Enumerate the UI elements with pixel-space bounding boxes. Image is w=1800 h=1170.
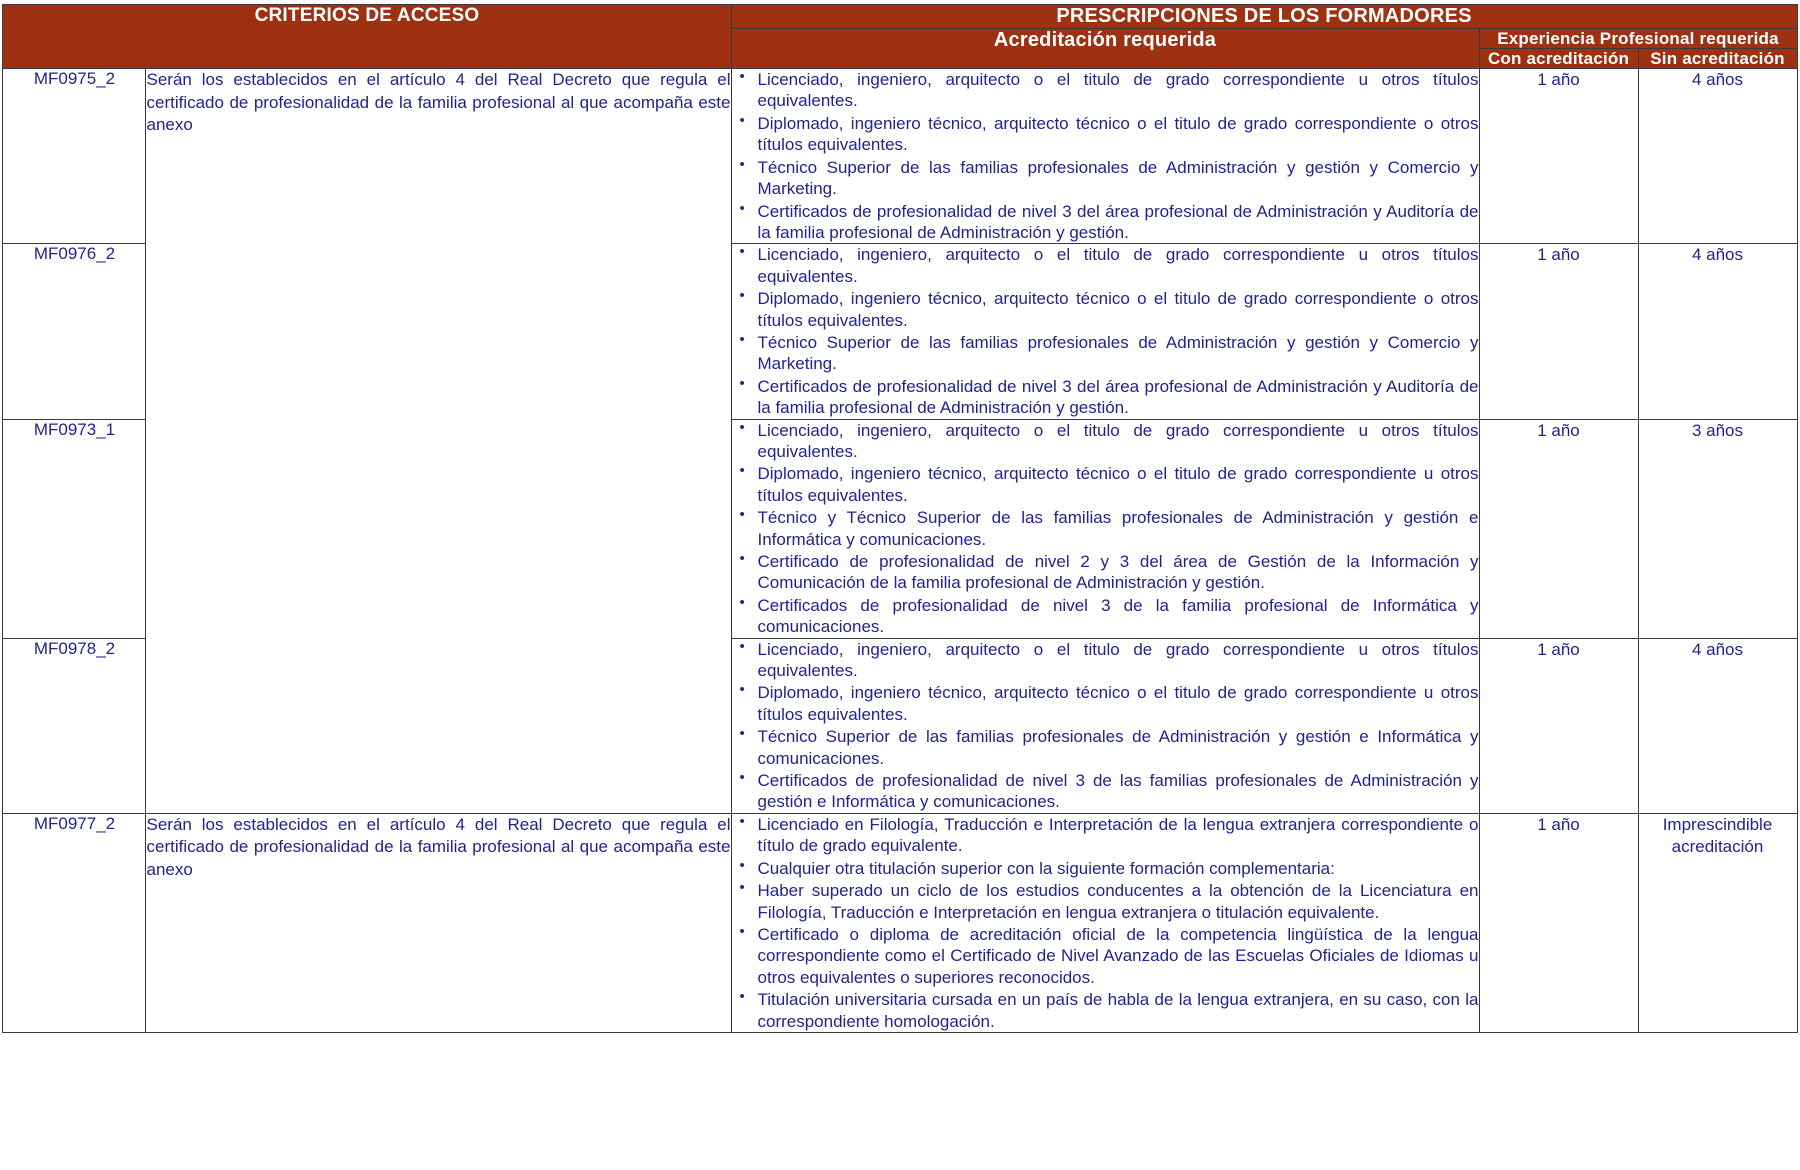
con-acreditacion-value: 1 año	[1479, 244, 1638, 419]
list-item: • Técnico Superior de las familias profesionales de Administración y gestión y Comercio y Marketing.	[732, 332, 1479, 375]
acreditacion-requerida-cell	[731, 244, 1479, 419]
list-item: • Licenciado, ingeniero, arquitecto o el titulo de grado correspondiente u otros títulos equivalentes.	[732, 244, 1479, 287]
header-experiencia-profesional-requerida: Experiencia Profesional requerida	[1479, 29, 1797, 49]
sin-acreditacion-value: 4 años	[1638, 638, 1797, 813]
list-item: • Diplomado, ingeniero técnico, arquitecto técnico o el titulo de grado correspondiente o otros títulos equivalentes.	[732, 288, 1479, 331]
header-con-acreditacion: Con acreditación	[1479, 49, 1638, 69]
acreditacion-bullet-list	[732, 420, 1479, 638]
con-acreditacion-value: 1 año	[1479, 813, 1638, 1032]
module-code: MF0978_2	[3, 638, 146, 813]
acreditacion-bullet-list	[732, 244, 1479, 418]
acreditacion-requerida-cell	[731, 813, 1479, 1032]
module-code: MF0973_1	[3, 419, 146, 638]
table-header	[3, 5, 1797, 69]
list-item: • Titulación universitaria cursada en un país de habla de la lengua extranjera, en su caso, con la correspondiente homologación.	[732, 989, 1479, 1032]
module-code: MF0977_2	[3, 813, 146, 1032]
sin-acreditacion-value: 4 años	[1638, 244, 1797, 419]
table-body	[3, 69, 1797, 1033]
acreditacion-requerida-cell	[731, 638, 1479, 813]
table-row	[3, 813, 1797, 1032]
acreditacion-bullet-list	[732, 814, 1479, 1032]
list-item: • Licenciado, ingeniero, arquitecto o el titulo de grado correspondiente u otros títulos equivalentes.	[732, 420, 1479, 463]
table-row	[3, 69, 1797, 244]
header-row-top	[3, 5, 1797, 29]
list-item: • Cualquier otra titulación superior con la siguiente formación complementaria:	[732, 858, 1479, 879]
criterios-de-acceso-text: Serán los establecidos en el artículo 4 del Real Decreto que regula el certificado de profesionalidad de la familia profesional al que acompaña este anexo	[146, 813, 731, 1032]
header-criterios-de-acceso: CRITERIOS DE ACCESO	[3, 5, 731, 69]
list-item: • Técnico Superior de las familias profesionales de Administración y gestión e Informática y comunicaciones.	[732, 726, 1479, 769]
con-acreditacion-value: 1 año	[1479, 69, 1638, 244]
module-code: MF0976_2	[3, 244, 146, 419]
header-prescripciones-de-los-formadores: PRESCRIPCIONES DE LOS FORMADORES	[731, 5, 1797, 29]
list-item: • Certificados de profesionalidad de nivel 3 del área profesional de Administración y Auditoría de la familia profesional de Administración y gestión.	[732, 376, 1479, 419]
acreditacion-requerida-cell	[731, 69, 1479, 244]
list-item: • Certificados de profesionalidad de nivel 3 de la familia profesional de Informática y comunicaciones.	[732, 595, 1479, 638]
con-acreditacion-value: 1 año	[1479, 638, 1638, 813]
list-item: • Técnico y Técnico Superior de las familias profesionales de Administración y gestión e Informática y comunicaciones.	[732, 507, 1479, 550]
acreditacion-bullet-list	[732, 639, 1479, 813]
list-item: • Haber superado un ciclo de los estudios conducentes a la obtención de la Licenciatura en Filología, Traducción e Interpretación en lengua extranjera o titulación equivalente.	[732, 880, 1479, 923]
list-item: • Certificados de profesionalidad de nivel 3 del área profesional de Administración y Auditoría de la familia profesional de Administración y gestión.	[732, 201, 1479, 244]
list-item: • Diplomado, ingeniero técnico, arquitecto técnico o el titulo de grado correspondiente o otros títulos equivalentes.	[732, 113, 1479, 156]
sin-acreditacion-value: 4 años	[1638, 69, 1797, 244]
header-acreditacion-requerida: Acreditación requerida	[731, 29, 1479, 69]
list-item: • Licenciado, ingeniero, arquitecto o el titulo de grado correspondiente u otros títulos equivalentes.	[732, 69, 1479, 112]
header-sin-acreditacion: Sin acreditación	[1638, 49, 1797, 69]
con-acreditacion-value: 1 año	[1479, 419, 1638, 638]
list-item: • Licenciado en Filología, Traducción e Interpretación de la lengua extranjera correspondiente o título de grado equivalente.	[732, 814, 1479, 857]
list-item: • Diplomado, ingeniero técnico, arquitecto técnico o el titulo de grado correspondiente u otros títulos equivalentes.	[732, 682, 1479, 725]
list-item: • Certificados de profesionalidad de nivel 3 de las familias profesionales de Administración y gestión e Informática y comunicaciones.	[732, 770, 1479, 813]
acreditacion-bullet-list	[732, 69, 1479, 243]
list-item: • Licenciado, ingeniero, arquitecto o el titulo de grado correspondiente u otros títulos equivalentes.	[732, 639, 1479, 682]
list-item: • Certificado o diploma de acreditación oficial de la competencia lingüística de la lengua correspondiente como el Certificado de Nivel Avanzado de las Escuelas Oficiales de Idiomas u otros equivalentes o superiores reconocidos.	[732, 924, 1479, 988]
list-item: • Diplomado, ingeniero técnico, arquitecto técnico o el titulo de grado correspondiente u otros títulos equivalentes.	[732, 463, 1479, 506]
sin-acreditacion-value: Imprescindible acreditación	[1638, 813, 1797, 1032]
acreditacion-requerida-cell	[731, 419, 1479, 638]
list-item: • Certificado de profesionalidad de nivel 2 y 3 del área de Gestión de la Información y Comunicación de la familia profesional de Administración y gestión.	[732, 551, 1479, 594]
list-item: • Técnico Superior de las familias profesionales de Administración y gestión y Comercio y Marketing.	[732, 157, 1479, 200]
sin-acreditacion-value: 3 años	[1638, 419, 1797, 638]
criterios-de-acceso-text: Serán los establecidos en el artículo 4 del Real Decreto que regula el certificado de profesionalidad de la familia profesional al que acompaña este anexo	[146, 69, 731, 814]
formadores-requirements-table	[2, 4, 1797, 1033]
module-code: MF0975_2	[3, 69, 146, 244]
